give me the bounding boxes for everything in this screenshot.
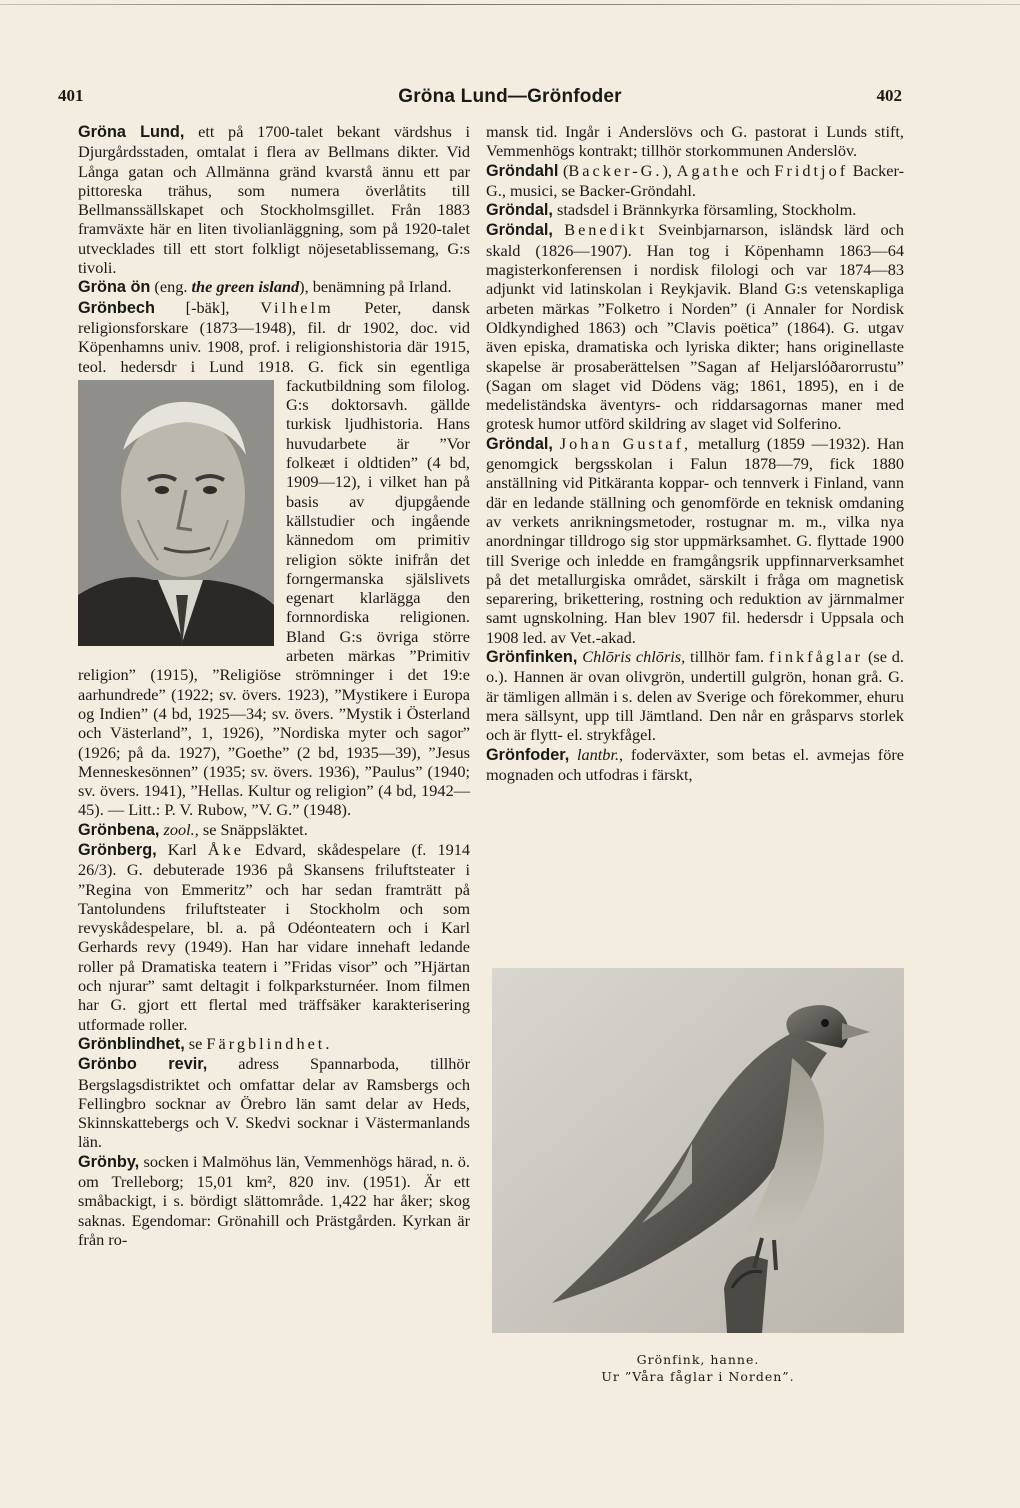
headword: Gröna Lund, bbox=[78, 123, 185, 141]
entry-gronfoder bbox=[486, 745, 904, 785]
headword: Grönberg, bbox=[78, 840, 157, 859]
entry-text: stadsdel i Brännkyrka församling, Stockholm. bbox=[552, 200, 857, 220]
entry-text: metallurg (1859 —1932). Han genomgick bergsskolan i Falun 1878—79, fick 1880 anställning vid Pitkäranta koppar- och tennverk i Finland, vann där en ledande ställning och genomförde en teknisk omdaning av verkets anrikningsmetoder, rostugnar m. m., vilka nya anordningar tilldrogo sig stor uppmärksamhet. G. flyttade 1900 till Sverige och inledde en framgångsrik uppfinnarverksamhet på det metallurgiska området, särskilt i fråga om magnetisk separering, brikettering, rostning och reduktion av järnmalmer samt ugnskolning. Han blev 1907 fil. hedersdr i Uppsala och 1908 led. av Vet.-akad. bbox=[486, 433, 905, 647]
headword: Gröndal, bbox=[486, 434, 553, 453]
bird-photo-icon bbox=[492, 968, 904, 1333]
entry-italic: zool. bbox=[159, 819, 195, 839]
entry-text bbox=[553, 220, 564, 239]
entry-gronfinken bbox=[486, 647, 904, 744]
entry-grondal-johan bbox=[486, 434, 904, 647]
entry-text: socken i Malmöhus län, Vemmenhögs härad, n. ö. om Trelleborg; 15,01 km², 820 inv. (1951). Är ett småbackigt, i s. bördigt slättområde. 1,422 har åker; skog saknas. Egendomar: Grönahill och Prästgården. Kyrkan är från ro- bbox=[78, 1151, 470, 1249]
page-number-right: 402 bbox=[876, 86, 902, 105]
headword: Grönblindhet, bbox=[78, 1034, 185, 1053]
entry-text bbox=[569, 745, 577, 764]
headword: Gröndal, bbox=[486, 201, 553, 220]
entry-gronbech bbox=[78, 298, 470, 820]
entry-text: , se Snäppsläktet. bbox=[194, 819, 308, 839]
entry-gronbena bbox=[78, 820, 470, 840]
entry-italic: Chlōris chlōris, bbox=[582, 647, 686, 667]
entry-text: tillhör fam. bbox=[685, 647, 769, 667]
running-title: Gröna Lund—Grönfoder bbox=[398, 86, 622, 107]
page-header bbox=[0, 86, 1020, 116]
entry-text: (se d. o.). Hannen är ovan olivgrön, undertill gulgrön, honan grå. G. är tämligen allmän i s. delen av Sverige och förekommer, ehuru mera sällsynt, upp till Jämtland. Den når en gråsparvs storlek och är flytt- el. strykfågel. bbox=[486, 647, 904, 745]
entry-text: och bbox=[741, 160, 775, 180]
entry-grondal-benedikt bbox=[486, 220, 904, 433]
spaced-name: Benedikt bbox=[564, 220, 647, 240]
entry-text: adress Spannarboda, tillhör Bergslagsdistriktet och omfattar delar av Ramsbergs och Fellingbro socknar av Örebro län samt delar av Heds, Skinnskattebergs och V. Skedvi socknar i Västermanlands län. bbox=[78, 1054, 470, 1152]
right-column bbox=[486, 122, 904, 784]
spaced-name: Åke bbox=[207, 839, 244, 859]
page-number-left: 401 bbox=[58, 86, 84, 105]
headword: Gröndal, bbox=[486, 221, 553, 240]
headword: Grönby, bbox=[78, 1152, 140, 1171]
headword: Grönbena, bbox=[78, 820, 160, 839]
portrait-photo-icon bbox=[78, 380, 274, 646]
entry-text: Peter, dansk religionsforskare (1873—1948), fil. dr 1902, doc. vid Köpenhamns univ. 1908, prof. i religionshistoria där 1915, teol. hedersdr i Lund 1918. G. fick sin egentliga fackutbildning som filolog. bbox=[78, 297, 470, 395]
headword: Gröndahl bbox=[486, 161, 559, 180]
figure-caption bbox=[492, 1351, 904, 1385]
entry-text: se bbox=[184, 1033, 207, 1053]
spaced-name: Fridtjof bbox=[774, 160, 849, 180]
entry-text: Backer-G., musici, se Backer-Gröndahl. bbox=[486, 160, 904, 200]
entry-grondahl bbox=[486, 161, 904, 201]
entry-text: ett på 1700-talet bekant värdshus i Djurgårdsstaden, omtalat i flera av Bellmans dikter. Vid Långa gatan och Allmänna gränd kvarstå ännu ett par pittoreska trähus, som numera överlåtits till Bellmanssällskapet och Stockholmsgillet. Från 1883 framväxte här en liten tivolianläggning, som på 1920-talet utvecklades till ett stort folkligt nöjesetablissemang, G:s tivoli. bbox=[78, 122, 471, 278]
spaced-name: finkfåglar bbox=[768, 647, 864, 667]
headword: Grönfinken, bbox=[486, 648, 578, 667]
headword: Grönfoder, bbox=[486, 745, 570, 764]
entry-text: Sveinbjarnarson, isländsk lärd och skald (1826—1907). Han tog i Köpenhamn 1863—64 magisterkonferensen i nordisk filologi och var 1874—83 adjunkt vid latinskolan i Reykjavik. Bland G:s vetenskapliga arbeten märkas ”Folketro i Norden” (i Annaler for Nordisk Oldkyndighed 1863) och ”Clavis poëtica” (1864). G. utgav även episka, dramatiska och lyriska dikter; hans originellaste skapelse är prosaberättelsen ”Sagan af Heljarslóðarorrustu” (Sagan om slaget vid Dödens väg; 1861, 1895), en i de medeliständska äventyrs- och riddarsagornas maner med grotesk humor utförd skildring av slaget vid Solferino. bbox=[486, 220, 905, 434]
headword: Grönbech bbox=[78, 298, 155, 317]
top-rule bbox=[0, 4, 1020, 5]
entry-grona-on bbox=[78, 277, 470, 297]
entry-gronberg bbox=[78, 840, 470, 1034]
entry-text bbox=[553, 434, 560, 453]
entry-grondal-stadsdel bbox=[486, 200, 904, 220]
entry-italic: lantbr. bbox=[576, 744, 620, 764]
caption-line-2: Ur ”Våra fåglar i Norden”. bbox=[601, 1369, 795, 1384]
entry-text: ), bbox=[662, 160, 677, 180]
spaced-name: Johan Gustaf, bbox=[559, 433, 692, 453]
entry-text: [-bäk], bbox=[154, 297, 261, 317]
entry-continuation: mansk tid. Ingår i Anderslövs och G. pastorat i Lunds stift, Vemmenhögs kontrakt; tillhör storkommunen Anderslöv. bbox=[486, 122, 904, 161]
spaced-name: Agathe bbox=[676, 160, 742, 180]
entry-text: Karl bbox=[156, 839, 208, 859]
entry-text: G:s doktorsavh. gällde turkisk ljudhistoria. Hans huvudarbete är ”Vor folkeæt i oldtiden” (4 bd, 1909—12), i vilket han på basis av djupgående källstudier och ingående kännedom om primitiv religion sökte inifrån det forngermanska själslivets egenart klarlägga den fornnordiska religionen. Bland G:s övriga större arbeten märkas ”Primitiv religion” (1915), ”Religiöse strömninger i det 19:e aarhundrede” (1922; sv. övers. 1923), ”Mystikere i Europa og Indien” (4 bd, 1925—34; sv. övers. ”Mystik i Österland och Västerland”, 1, 1926), ”Nordiska myter och sagor” (1926; på da. 1927), ”Goethe” (2 bd, 1935—39), ”Jesus Menneskesönnen” (1935; sv. övers. 1936), ”Paulus” (1940; sv. övers. 1941), ”Hellas. Kultur og religion” (4 bd, 1942—45). — Litt.: P. V. Rubow, ”V. G.” (1948). bbox=[78, 395, 470, 820]
spaced-name: Färgblindhet. bbox=[206, 1033, 333, 1053]
entry-italic: the green island bbox=[191, 277, 300, 297]
bird-figure bbox=[492, 968, 904, 1385]
spaced-name: Vilhelm bbox=[260, 297, 334, 317]
entry-text: ), benämning på Irland. bbox=[299, 277, 452, 297]
headword: Gröna ön bbox=[78, 278, 151, 297]
left-column bbox=[78, 122, 470, 1249]
entry-text: (eng. bbox=[150, 277, 192, 297]
entry-text: ( bbox=[558, 160, 569, 180]
entry-grona-lund bbox=[78, 122, 470, 277]
headword: Grönbo revir, bbox=[78, 1055, 208, 1074]
entry-text: , foderväxter, som betas el. avmejas före mognaden och utfodras i färskt, bbox=[486, 744, 904, 784]
entry-text: Edvard, skådespelare (f. 1914 26/3). G. debuterade 1936 på Skansens friluftsteater i ”Regina von Emmeritz” och har sedan framträtt på Tantolundens friluftsteater i Stockholm och som revyskådespelare, bl. a. på Odéonteatern och i Karl Gerhards revy (1949). Han har vidare innehaft ledande roller på Dramatiska teatern i ”Fridas visor” och ”Hjärtan och njurar” samt deltagit i folkparksturnéer. Inom filmen har G. gjort ett flertal med träffsäker karakterisering utformade roller. bbox=[78, 839, 471, 1034]
spaced-name: Backer-G. bbox=[568, 160, 663, 180]
entry-gronby bbox=[78, 1152, 470, 1249]
entry-gronblindhet bbox=[78, 1034, 470, 1054]
entry-gronbo-revir bbox=[78, 1054, 470, 1151]
caption-line-1: Grönfink, hanne. bbox=[636, 1352, 760, 1367]
